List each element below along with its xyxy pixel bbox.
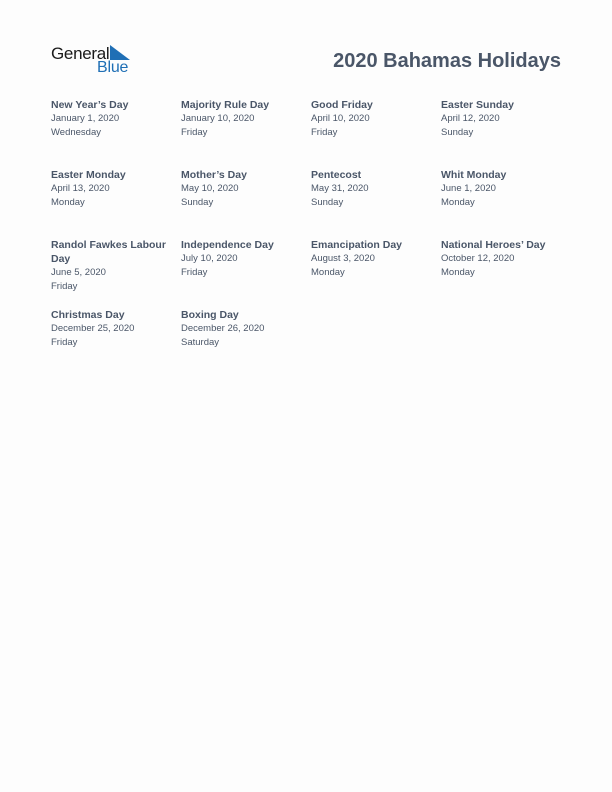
holiday-name: Independence Day xyxy=(181,239,274,251)
holiday-item xyxy=(311,238,441,308)
holiday-date: April 12, 2020 xyxy=(441,113,500,124)
holiday-weekday: Friday xyxy=(181,267,208,278)
holiday-name: Majority Rule Day xyxy=(181,99,270,111)
holiday-weekday: Wednesday xyxy=(51,127,101,138)
holiday-date: January 1, 2020 xyxy=(51,113,120,124)
holiday-date: January 10, 2020 xyxy=(181,113,255,124)
holiday-name: New Year’s Day xyxy=(51,99,129,111)
holiday-name: Christmas Day xyxy=(51,309,125,321)
holiday-name: Pentecost xyxy=(311,169,362,181)
holiday-weekday: Monday xyxy=(441,267,475,278)
holiday-name: Easter Monday xyxy=(51,169,126,181)
holiday-date: June 1, 2020 xyxy=(441,183,496,194)
holiday-name: Boxing Day xyxy=(181,309,239,321)
holiday-name: Randol Fawkes Labour Day xyxy=(51,239,166,265)
holiday-name: Good Friday xyxy=(311,99,373,111)
holiday-weekday: Friday xyxy=(311,127,338,138)
holiday-weekday: Monday xyxy=(311,267,345,278)
holiday-date: August 3, 2020 xyxy=(311,253,375,264)
holiday-item xyxy=(441,238,571,308)
holiday-date: May 10, 2020 xyxy=(181,183,239,194)
generalblue-logo xyxy=(50,44,140,78)
holiday-grid xyxy=(51,98,571,378)
holiday-name: Whit Monday xyxy=(441,169,507,181)
holiday-item xyxy=(181,308,311,378)
holiday-item xyxy=(51,238,181,308)
holiday-weekday: Friday xyxy=(51,281,78,292)
holiday-item xyxy=(311,168,441,238)
holiday-weekday: Saturday xyxy=(181,337,220,348)
holiday-name: Emancipation Day xyxy=(311,239,403,251)
holiday-weekday: Friday xyxy=(181,127,208,138)
holiday-weekday: Monday xyxy=(441,197,475,208)
holiday-date: July 10, 2020 xyxy=(181,253,238,264)
holiday-weekday: Monday xyxy=(51,197,85,208)
holiday-date: April 13, 2020 xyxy=(51,183,110,194)
holiday-weekday: Sunday xyxy=(441,127,474,138)
holiday-item xyxy=(181,98,311,168)
holiday-date: April 10, 2020 xyxy=(311,113,370,124)
holiday-item xyxy=(51,98,181,168)
holiday-name: Mother’s Day xyxy=(181,169,247,181)
holiday-weekday: Sunday xyxy=(181,197,214,208)
holiday-item xyxy=(181,238,311,308)
holiday-item xyxy=(311,98,441,168)
holiday-date: October 12, 2020 xyxy=(441,253,515,264)
logo-word-blue: Blue xyxy=(97,59,129,76)
holiday-item xyxy=(51,168,181,238)
holiday-item xyxy=(181,168,311,238)
holiday-name: National Heroes’ Day xyxy=(441,239,546,251)
holiday-weekday: Friday xyxy=(51,337,78,348)
holiday-item xyxy=(51,308,181,378)
holiday-name: Easter Sunday xyxy=(441,99,514,111)
holiday-date: December 26, 2020 xyxy=(181,323,265,334)
logo-triangle-icon xyxy=(110,45,130,60)
holiday-weekday: Sunday xyxy=(311,197,344,208)
page-title: 2020 Bahamas Holidays xyxy=(333,50,561,72)
logo-word-general: General xyxy=(51,44,110,63)
holiday-item xyxy=(441,98,571,168)
holiday-item xyxy=(441,168,571,238)
holiday-date: December 25, 2020 xyxy=(51,323,135,334)
holiday-date: June 5, 2020 xyxy=(51,267,106,278)
holiday-date: May 31, 2020 xyxy=(311,183,369,194)
